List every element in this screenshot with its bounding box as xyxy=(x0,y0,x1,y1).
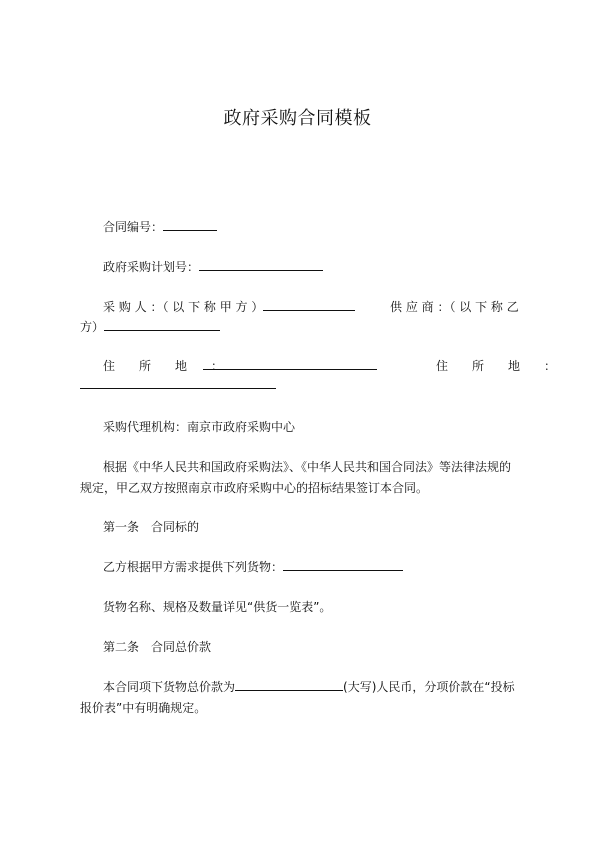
contract-number-blank xyxy=(163,219,217,231)
goods-blank xyxy=(283,559,403,571)
purchaser-address-blank xyxy=(203,358,377,370)
purchaser-label: 采 购 人 ：（ 以 下 称 甲 方 ） xyxy=(103,300,264,314)
supplier-cont-row xyxy=(80,318,220,335)
supplier-address-label: 住 所 地 ： xyxy=(436,359,557,373)
article-one-heading: 第一条 合同标的 xyxy=(103,520,200,534)
plan-number-label: 政府采购计划号： xyxy=(103,260,200,274)
supplier-label-cont: 方） xyxy=(80,320,105,334)
plan-number-row xyxy=(103,258,323,275)
price-row-line1 xyxy=(103,678,515,695)
supplier-address-blank xyxy=(80,377,276,389)
goods-detail-text: 货物名称、规格及数量详见“供货一览表”。 xyxy=(103,600,332,614)
agency-row xyxy=(103,418,295,435)
supplier-address-row xyxy=(436,357,556,374)
goods-intro-text: 乙方根据甲方需求提供下列货物： xyxy=(103,560,284,574)
contract-number-label: 合同编号： xyxy=(103,220,164,234)
basis-paragraph-line1: 根据《中华人民共和国政府采购法》、《中华人民共和国合同法》等法律法规的 xyxy=(103,460,512,474)
price-text-b: (大写)人民币，分项价款在“投标 xyxy=(343,680,515,694)
purchaser-blank xyxy=(263,299,355,311)
article-two-heading: 第二条 合同总价款 xyxy=(103,640,212,654)
price-blank xyxy=(235,679,343,691)
supplier-label: 供 应 商 ：（ 以 下 称 乙 xyxy=(390,300,519,314)
supplier-row xyxy=(390,298,519,315)
purchaser-row xyxy=(103,298,355,315)
purchaser-address-label: 住 所 地 ： xyxy=(103,359,224,373)
supplier-blank xyxy=(104,319,220,331)
document-title: 政府采购合同模板 xyxy=(223,108,372,129)
goods-intro-row xyxy=(103,558,403,575)
contract-number-row xyxy=(103,218,217,235)
price-row-line2: 报价表”中有明确规定。 xyxy=(80,701,207,715)
basis-paragraph-line2: 规定，甲乙双方按照南京市政府采购中心的招标结果签订本合同。 xyxy=(80,481,429,495)
price-text-a: 本合同项下货物总价款为 xyxy=(103,680,236,694)
plan-number-blank xyxy=(199,259,323,271)
agency-text: 采购代理机构：南京市政府采购中心 xyxy=(103,420,296,434)
